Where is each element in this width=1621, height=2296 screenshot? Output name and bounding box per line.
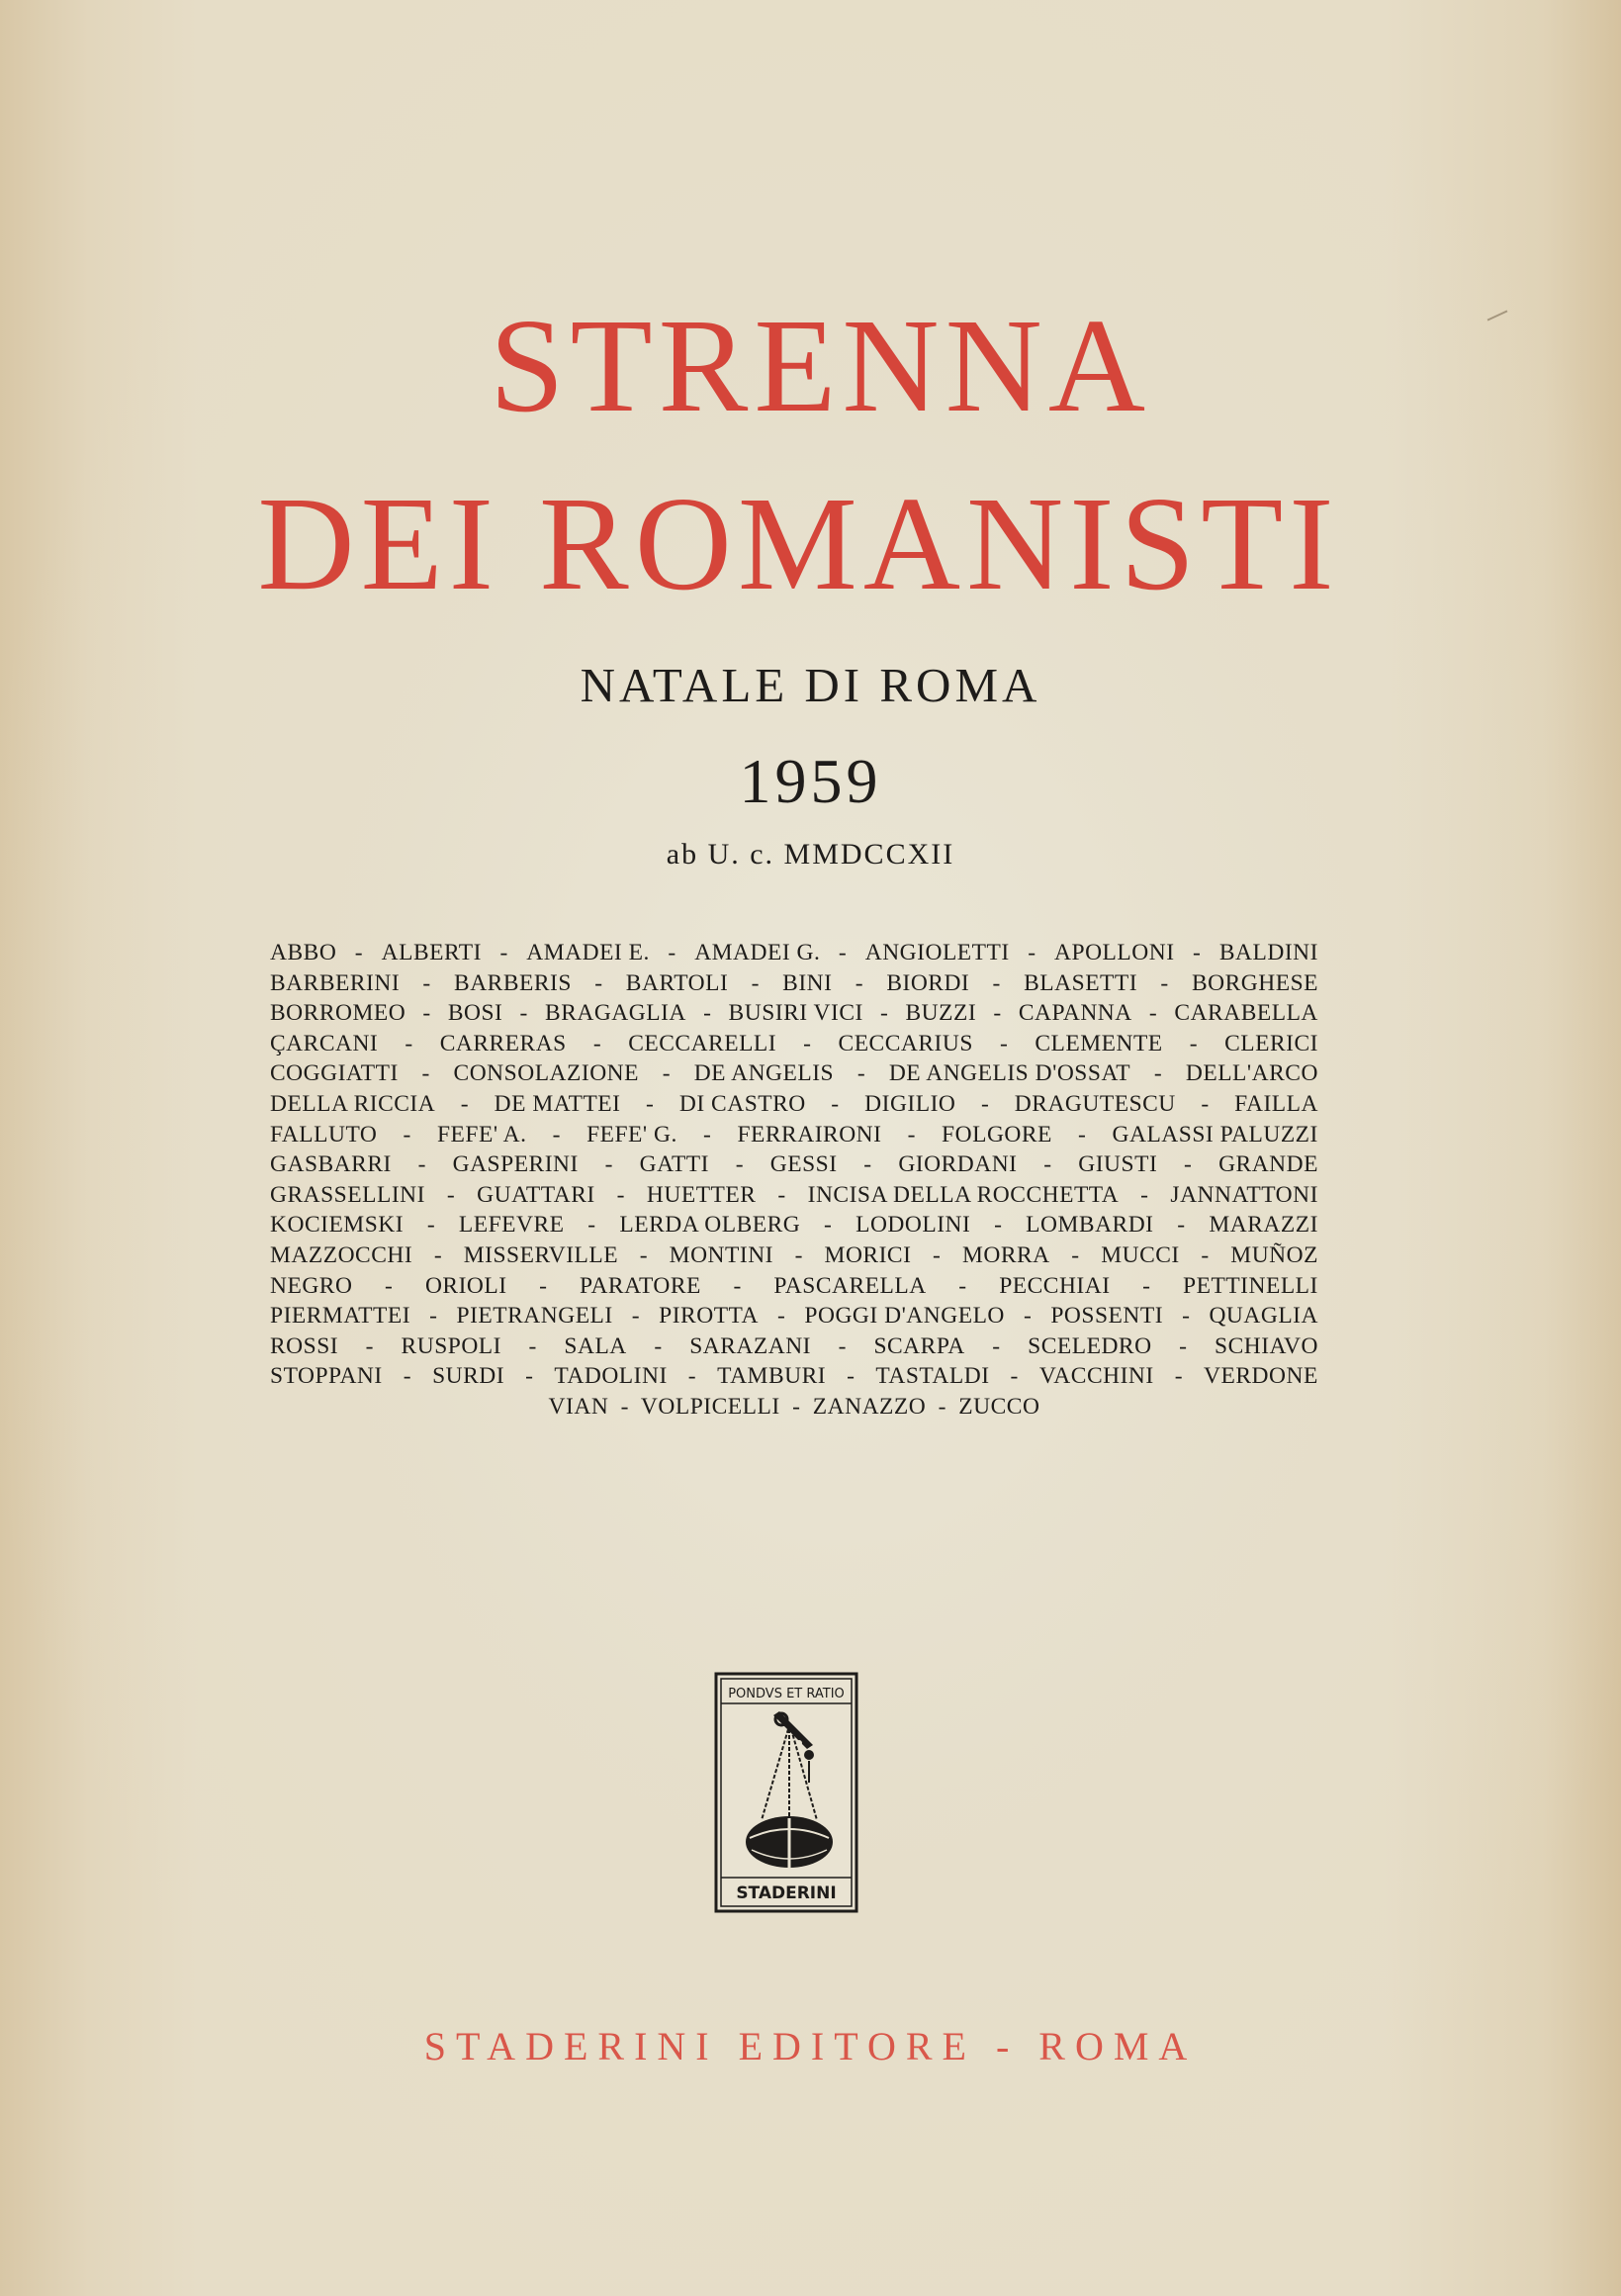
author-name: BALDINI	[1218, 940, 1318, 965]
author-name: JANNATTONI	[1170, 1181, 1318, 1208]
author-name: POGGI D'ANGELO	[804, 1303, 1005, 1330]
separator: -	[1010, 1363, 1019, 1390]
author-name: MORICI	[824, 1241, 912, 1268]
author-name: COGGIATTI	[270, 1060, 399, 1087]
logo-name: STADERINI	[736, 1883, 837, 1903]
author-name: VERDONE	[1204, 1363, 1318, 1390]
author-name: ROSSI	[270, 1332, 339, 1359]
author-name: SCELEDRO	[1028, 1332, 1152, 1359]
author-name: BORROMEO	[270, 1000, 406, 1027]
author-name: CARABELLA	[1174, 1000, 1318, 1027]
separator: -	[777, 1181, 786, 1208]
separator: -	[735, 1151, 745, 1178]
author-name: GASBARRI	[270, 1151, 392, 1178]
separator: -	[751, 969, 760, 996]
separator: -	[1193, 940, 1202, 965]
separator: -	[958, 1272, 967, 1299]
separator: -	[1201, 1241, 1210, 1268]
author-name: DELLA RICCIA	[270, 1090, 436, 1117]
separator: -	[1174, 1363, 1184, 1390]
author-name: ORIOLI	[424, 1272, 507, 1299]
separator: -	[838, 940, 848, 965]
author-name: APOLLONI	[1054, 940, 1175, 965]
separator: -	[1153, 1060, 1163, 1087]
separator: -	[1184, 1151, 1193, 1178]
author-name: DE ANGELIS D'OSSAT	[888, 1060, 1131, 1087]
separator: -	[519, 1000, 528, 1027]
author-name: BLASETTI	[1024, 969, 1138, 996]
separator: -	[1201, 1090, 1210, 1117]
separator: -	[777, 1303, 786, 1330]
author-name: FOLGORE	[942, 1121, 1052, 1148]
author-name: LODOLINI	[856, 1212, 971, 1239]
separator: -	[1028, 940, 1036, 965]
author-name: STOPPANI	[270, 1363, 383, 1390]
author-name: CAPANNA	[1018, 1000, 1132, 1027]
separator: -	[654, 1332, 663, 1359]
separator: -	[385, 1272, 394, 1299]
author-name: GESSI	[769, 1151, 838, 1178]
separator: -	[433, 1241, 443, 1268]
separator: -	[594, 969, 603, 996]
publisher-logo	[714, 1672, 858, 1913]
separator: -	[856, 1060, 866, 1087]
author-name: VACCHINI	[1038, 1363, 1154, 1390]
separator: -	[1043, 1151, 1052, 1178]
separator: -	[365, 1332, 374, 1359]
author-name: DELL'ARCO	[1185, 1060, 1318, 1087]
separator: -	[803, 1030, 812, 1056]
author-line	[270, 1029, 1318, 1059]
author-name: PASCARELLA	[773, 1272, 927, 1299]
separator: -	[1177, 1212, 1186, 1239]
author-name: DIGILIO	[864, 1090, 956, 1117]
author-name: PETTINELLI	[1183, 1272, 1318, 1299]
separator: -	[980, 1090, 990, 1117]
author-name: VIAN - VOLPICELLI - ZANAZZO - ZUCCO	[548, 1393, 1040, 1420]
separator: -	[992, 1332, 1001, 1359]
author-line	[270, 1149, 1318, 1180]
author-name: KOCIEMSKI	[270, 1212, 405, 1239]
author-name: BOSI	[447, 1000, 503, 1027]
separator: -	[687, 1363, 697, 1390]
author-name: ABBO	[270, 940, 337, 965]
book-title-line-2: DEI ROMANISTI	[257, 470, 1340, 618]
separator: -	[646, 1090, 655, 1117]
author-name: ALBERTI	[381, 940, 482, 965]
author-name: CECCARIUS	[838, 1030, 973, 1056]
author-name: FEFE' A.	[436, 1121, 527, 1148]
author-name: NEGRO	[270, 1272, 353, 1299]
author-name: PIROTTA	[659, 1303, 759, 1330]
separator: -	[1189, 1030, 1199, 1056]
separator: -	[639, 1241, 649, 1268]
author-name: GIORDANI	[898, 1151, 1018, 1178]
author-line	[270, 968, 1318, 999]
author-name: FERRAIRONI	[737, 1121, 882, 1148]
author-name: TASTALDI	[875, 1363, 990, 1390]
separator: -	[994, 1212, 1003, 1239]
author-name: SCARPA	[873, 1332, 965, 1359]
separator: -	[631, 1303, 641, 1330]
author-name: DI CASTRO	[678, 1090, 806, 1117]
separator: -	[1140, 1181, 1149, 1208]
author-name: CECCARELLI	[628, 1030, 777, 1056]
logo-motto: PONDVS ET RATIO	[728, 1687, 845, 1701]
author-name: BRAGAGLIA	[545, 1000, 686, 1027]
author-line	[270, 998, 1318, 1029]
author-line	[270, 1058, 1318, 1089]
separator: -	[403, 1363, 412, 1390]
steelyard-scale-icon	[714, 1672, 858, 1913]
author-name: POSSENTI	[1050, 1303, 1164, 1330]
separator: -	[528, 1332, 537, 1359]
separator: -	[354, 940, 364, 965]
author-name: CARRERAS	[439, 1030, 567, 1056]
separator: -	[831, 1090, 840, 1117]
publisher-imprint: STADERINI EDITORE - ROMA	[423, 2024, 1198, 2068]
author-name: CLERICI	[1224, 1030, 1318, 1056]
author-name: CLEMENTE	[1035, 1030, 1163, 1056]
separator: -	[422, 969, 431, 996]
author-name: BARBERINI	[270, 969, 401, 996]
separator: -	[587, 1212, 596, 1239]
author-name: MORRA	[961, 1241, 1050, 1268]
author-name: ANGIOLETTI	[864, 940, 1010, 965]
author-name: FALLUTO	[270, 1121, 378, 1148]
separator: -	[999, 1030, 1009, 1056]
author-name: PIERMATTEI	[270, 1303, 411, 1330]
author-name: BORGHESE	[1191, 969, 1318, 996]
author-name: MONTINI	[669, 1241, 773, 1268]
separator: -	[855, 969, 864, 996]
separator: -	[838, 1332, 847, 1359]
separator: -	[824, 1212, 833, 1239]
author-name: AMADEI G.	[694, 940, 821, 965]
author-name: LERDA OLBERG	[619, 1212, 801, 1239]
book-title-line-1: STRENNA	[489, 292, 1152, 440]
separator: -	[446, 1181, 456, 1208]
separator: -	[405, 1030, 413, 1056]
author-line	[270, 1392, 1318, 1423]
author-list	[270, 938, 1318, 1423]
separator: -	[552, 1121, 561, 1148]
separator: -	[703, 1121, 712, 1148]
author-name: BIORDI	[886, 969, 970, 996]
author-name: TADOLINI	[554, 1363, 668, 1390]
separator: -	[1078, 1121, 1087, 1148]
author-name: MUCCI	[1101, 1241, 1180, 1268]
author-name: GATTI	[639, 1151, 709, 1178]
subtitle: NATALE DI ROMA	[580, 658, 1041, 712]
author-line	[270, 938, 1318, 968]
separator: -	[422, 1000, 431, 1027]
separator: -	[539, 1272, 548, 1299]
separator: -	[733, 1272, 742, 1299]
author-name: SALA	[564, 1332, 627, 1359]
separator: -	[421, 1060, 430, 1087]
author-name: MISSERVILLE	[463, 1241, 619, 1268]
author-name: MUÑOZ	[1230, 1241, 1318, 1268]
author-name: BARBERIS	[454, 969, 572, 996]
separator: -	[417, 1151, 426, 1178]
author-name: GUATTARI	[477, 1181, 595, 1208]
author-line	[270, 1210, 1318, 1240]
separator: -	[1160, 969, 1169, 996]
author-line	[270, 1089, 1318, 1120]
author-name: PIETRANGELI	[456, 1303, 613, 1330]
separator: -	[1182, 1303, 1191, 1330]
author-name: BUSIRI VICI	[728, 1000, 863, 1027]
separator: -	[1023, 1303, 1033, 1330]
author-name: RUSPOLI	[401, 1332, 501, 1359]
separator: -	[933, 1241, 942, 1268]
author-name: CONSOLAZIONE	[453, 1060, 639, 1087]
separator: -	[499, 940, 508, 965]
author-name: FEFE' G.	[586, 1121, 677, 1148]
ab-urbe-condita-date: ab U. c. MMDCCXII	[666, 838, 955, 871]
separator: -	[662, 1060, 672, 1087]
author-name: GIUSTI	[1078, 1151, 1158, 1178]
author-name: ÇARCANI	[270, 1030, 379, 1056]
author-line	[270, 1180, 1318, 1211]
separator: -	[1142, 1272, 1151, 1299]
author-name: BARTOLI	[625, 969, 729, 996]
separator: -	[1179, 1332, 1188, 1359]
year: 1959	[739, 746, 882, 816]
separator: -	[993, 1000, 1002, 1027]
author-name: FAILLA	[1234, 1090, 1318, 1117]
separator: -	[847, 1363, 856, 1390]
separator: -	[1071, 1241, 1080, 1268]
separator: -	[880, 1000, 889, 1027]
author-name: SURDI	[432, 1363, 505, 1390]
separator: -	[907, 1121, 916, 1148]
author-line	[270, 1271, 1318, 1302]
separator: -	[992, 969, 1001, 996]
author-name: GRASSELLINI	[270, 1181, 425, 1208]
author-name: SARAZANI	[689, 1332, 812, 1359]
author-name: DE ANGELIS	[693, 1060, 835, 1087]
separator: -	[616, 1181, 625, 1208]
separator: -	[592, 1030, 602, 1056]
separator: -	[703, 1000, 712, 1027]
author-name: HUETTER	[646, 1181, 757, 1208]
author-name: GRANDE	[1218, 1151, 1318, 1178]
author-name: DE MATTEI	[494, 1090, 621, 1117]
author-line	[270, 1120, 1318, 1150]
author-name: SCHIAVO	[1215, 1332, 1318, 1359]
author-line	[270, 1332, 1318, 1362]
separator: -	[604, 1151, 613, 1178]
separator: -	[668, 940, 676, 965]
author-name: QUAGLIA	[1209, 1303, 1318, 1330]
separator: -	[794, 1241, 803, 1268]
author-line	[270, 1361, 1318, 1392]
author-line	[270, 1301, 1318, 1332]
author-name: BINI	[782, 969, 833, 996]
separator: -	[426, 1212, 436, 1239]
author-name: MARAZZI	[1209, 1212, 1318, 1239]
separator: -	[863, 1151, 872, 1178]
author-name: BUZZI	[905, 1000, 977, 1027]
author-name: GALASSI PALUZZI	[1112, 1121, 1318, 1148]
author-name: DRAGUTESCU	[1014, 1090, 1176, 1117]
author-name: MAZZOCCHI	[270, 1241, 413, 1268]
author-name: AMADEI E.	[526, 940, 650, 965]
separator: -	[525, 1363, 534, 1390]
author-line	[270, 1240, 1318, 1271]
author-name: TAMBURI	[717, 1363, 827, 1390]
author-name: PECCHIAI	[999, 1272, 1111, 1299]
separator: -	[429, 1303, 438, 1330]
author-name: LOMBARDI	[1026, 1212, 1154, 1239]
author-name: PARATORE	[580, 1272, 701, 1299]
author-name: LEFEVRE	[458, 1212, 565, 1239]
separator: -	[403, 1121, 411, 1148]
author-name: INCISA DELLA ROCCHETTA	[807, 1181, 1120, 1208]
separator: -	[460, 1090, 470, 1117]
separator: -	[1148, 1000, 1158, 1027]
author-name: GASPERINI	[452, 1151, 579, 1178]
